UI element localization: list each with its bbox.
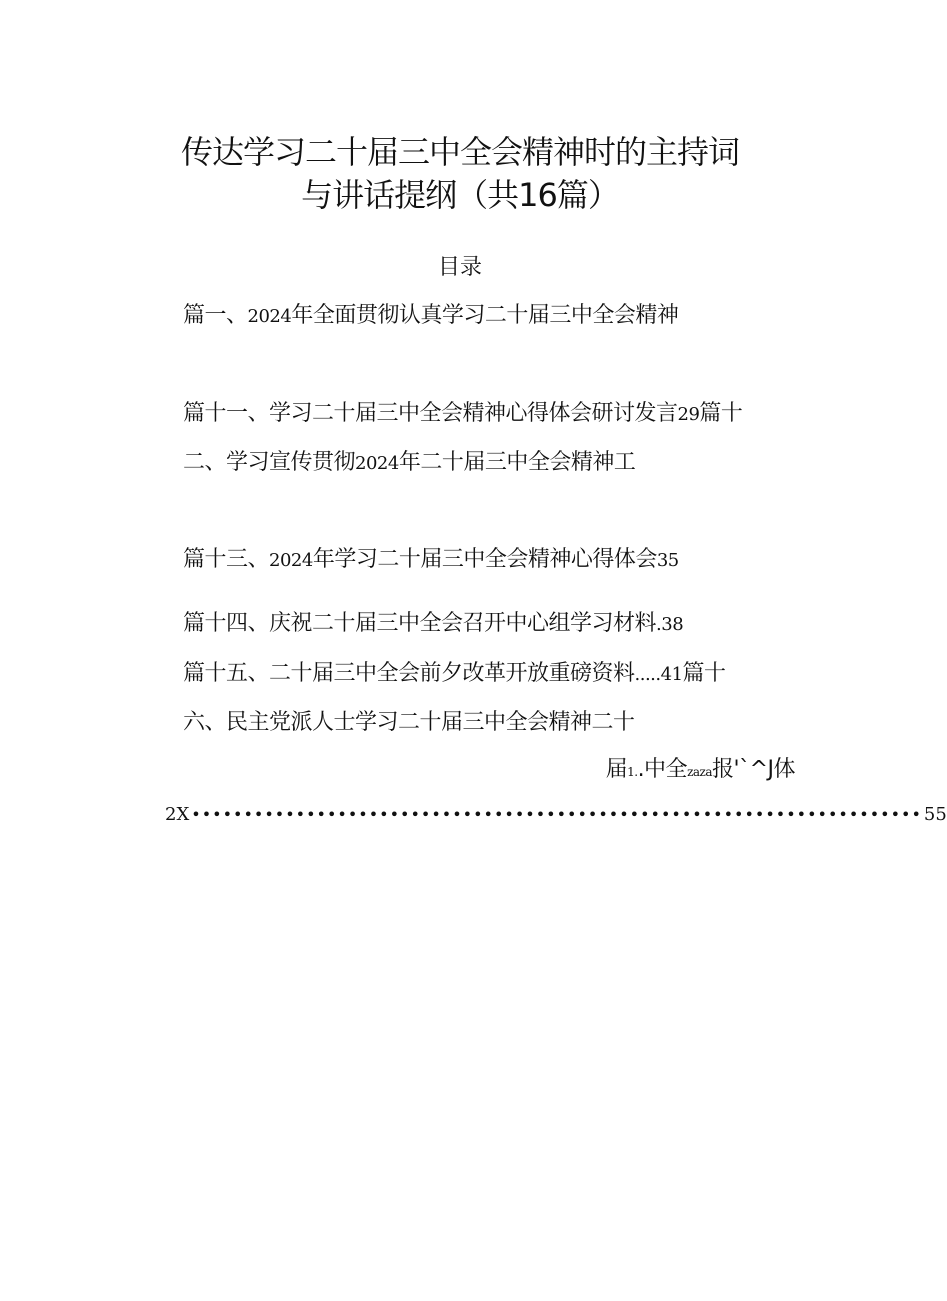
document-title-line-2: 与讲话提纲（共16篇）	[301, 176, 619, 214]
toc-entry-continuation	[606, 752, 795, 783]
toc-entry-text: 篇十	[699, 401, 743, 426]
toc-entry	[183, 606, 683, 637]
toc-entry-prefix: 篇十五、二十届三中全会前夕改革开放重磅资料	[183, 661, 635, 686]
toc-entry	[183, 298, 678, 329]
toc-entry-text: 篇十	[682, 661, 726, 686]
toc-entry-page: .....41	[634, 664, 683, 685]
toc-entry-prefix: 六、民主党派人士学习二十届三中全会精神二十	[183, 710, 635, 735]
toc-entry-page: 35	[656, 550, 679, 571]
toc-entry-page: .38	[656, 614, 684, 635]
continuation-part: 1.	[627, 765, 638, 779]
toc-entry-number: 29	[677, 404, 700, 425]
dot-leader: ••••••••••••••••••••••••••••••••••••••••••••••••••••••••••••••••••••••	[191, 805, 922, 824]
toc-entry-number: 2024	[355, 453, 399, 474]
toc-last-line-page: 55	[923, 804, 947, 825]
toc-entry-prefix: 篇一、	[183, 303, 248, 328]
toc-entry-prefix: 篇十四、庆祝二十届三中全会召开中心组学习材料	[183, 611, 657, 636]
toc-entry-number: 2024	[269, 550, 313, 571]
continuation-part: 届	[605, 757, 628, 782]
toc-heading: 目录	[437, 255, 482, 280]
toc-entry-prefix: 二、学习宣传贯彻	[183, 450, 356, 475]
continuation-part: .中全	[637, 757, 688, 782]
toc-entry-text: 年学习二十届三中全会精神心得体会	[312, 547, 657, 572]
continuation-part: zaza	[687, 765, 713, 779]
toc-entry	[183, 705, 635, 736]
toc-last-line-left: 2X	[165, 804, 190, 825]
toc-entry	[183, 396, 742, 427]
toc-entry-number: 2024	[247, 306, 292, 327]
toc-entry	[183, 445, 635, 476]
continuation-part: 报'`^J体	[712, 757, 795, 782]
toc-entry-text: 年二十届三中全会精神工	[398, 450, 636, 475]
toc-entry-text: 年全面贯彻认真学习二十届三中全会精神	[291, 303, 679, 328]
toc-last-line	[165, 804, 947, 825]
toc-entry	[183, 656, 726, 687]
document-title-line-1: 传达学习二十届三中全会精神时的主持词	[180, 133, 739, 171]
toc-entry-prefix: 篇十三、	[183, 547, 270, 572]
toc-entry	[183, 542, 679, 573]
toc-entry-prefix: 篇十一、学习二十届三中全会精神心得体会研讨发言	[183, 401, 678, 426]
